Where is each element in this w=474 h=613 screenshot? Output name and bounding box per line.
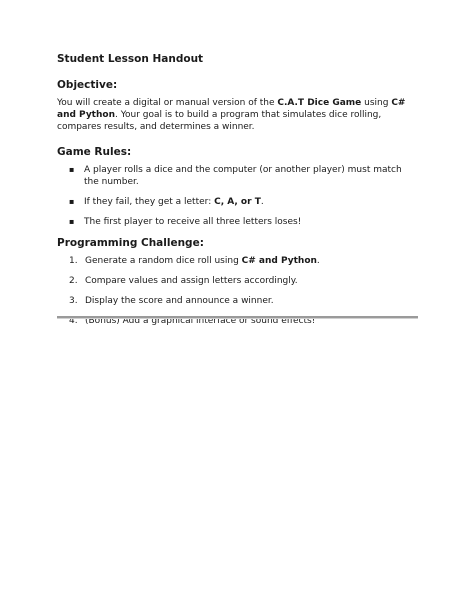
bullet-icon: ▪ [69,165,75,174]
step-item [57,295,418,307]
horizontal-divider [57,316,418,319]
bullet-icon: ▪ [69,197,75,206]
rule-item [57,196,418,208]
step-text: Generate a random dice roll using [85,256,242,266]
rule-text: If they fail, they get a letter: [84,197,215,207]
step-item [57,255,418,267]
objective-heading: Objective: [57,79,118,91]
objective-text-1: You will create a digital or manual version of the [57,98,278,108]
objective-text-3: . Your goal is to build a program that simulates dice rolling, compares results, and determines a winner. [57,110,382,132]
objective-paragraph [57,97,418,133]
objective-text-2: using [361,98,392,108]
step-text-end: . [316,256,320,266]
document-title: Student Lesson Handout [57,53,204,65]
programming-challenge-heading: Programming Challenge: [57,237,204,249]
rule-text-end: . [260,197,264,207]
rule-letters: C, A, or T [214,197,261,207]
game-rules-list [57,164,418,228]
game-rules-heading: Game Rules: [57,146,132,158]
step-text: (Bonus) Add a graphical interface or sound effects! [85,316,316,326]
step-number: 1. [69,256,78,266]
objective-game-name: C.A.T Dice Game [277,98,362,108]
step-languages: C# and Python [241,256,317,266]
step-text: Display the score and announce a winner. [85,296,274,306]
objective-languages: C# and Python [57,98,406,120]
step-number: 3. [69,296,78,306]
bullet-icon: ▪ [69,217,75,226]
rule-item [57,164,418,188]
rule-text: A player rolls a dice and the computer (or another player) must match the number. [84,165,402,187]
rule-item [57,216,418,228]
step-number: 2. [69,276,78,286]
step-text: Compare values and assign letters accordingly. [85,276,298,286]
handout-page [57,52,418,335]
rule-text: The first player to receive all three letters loses! [84,217,302,227]
step-item [57,275,418,287]
step-number: 4. [69,316,78,326]
